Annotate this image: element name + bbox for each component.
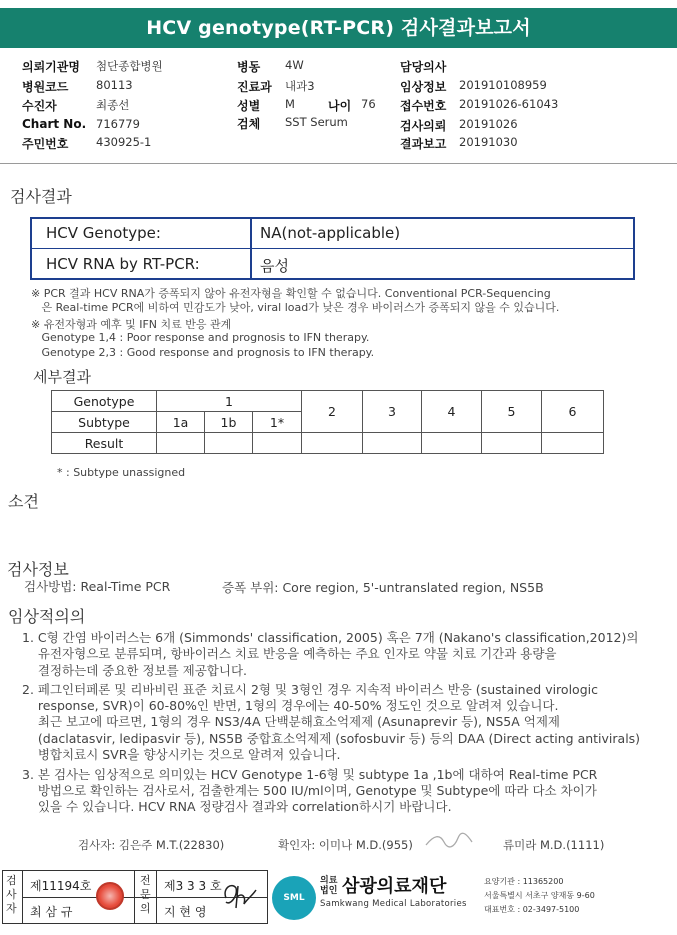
report-title: HCV genotype(RT-PCR) 검사결과보고서 — [0, 8, 677, 48]
info-value: 20191026-61043 — [459, 97, 559, 111]
genotype-cell: 6 — [542, 391, 604, 433]
result-value: NA(not-applicable) — [260, 224, 401, 242]
note-line: Genotype 2,3 : Good response and prognosis to IFN therapy. — [31, 346, 375, 359]
third-signature: 류미라 M.D.(1111) — [503, 838, 605, 852]
sml-logo-icon: SML — [272, 876, 316, 920]
result-key: HCV Genotype: — [46, 224, 161, 242]
result-cell — [363, 433, 422, 454]
info-label: 성별 — [237, 99, 261, 113]
info-label: 결과보고 — [400, 137, 447, 151]
result-cell — [542, 433, 604, 454]
org-phone: 대표번호 : 02-3497-5100 — [484, 905, 580, 914]
org-type-line: 의료 — [320, 876, 338, 886]
amplification-region: 증폭 부위: Core region, 5'-untranslated region, NS5B — [222, 580, 544, 595]
info-value: 첨단종합병원 — [96, 59, 163, 73]
genotype-table — [51, 390, 604, 454]
rna-row — [32, 250, 633, 279]
clinical-line: 2. 페그인터페론 및 리바비린 표준 치료시 2형 및 3형인 경우 지속적 바이러스 반응 (sustained virologic — [22, 682, 598, 697]
facility-code: 요양기관 : 11365200 — [484, 877, 564, 886]
genotype-label-cell: Genotype — [52, 391, 157, 412]
info-label: 병원코드 — [22, 80, 69, 94]
table-footnote: * : Subtype unassigned — [57, 466, 186, 479]
info-value: 430925-1 — [96, 135, 152, 149]
result-cell — [422, 433, 482, 454]
confirmer-signature: 확인자: 이미나 M.D.(955) — [278, 838, 413, 852]
genotype-1-cell: 1 — [157, 391, 302, 412]
result-cell — [157, 433, 205, 454]
org-type-line: 법인 — [320, 886, 338, 896]
clinical-line: 결정하는데 중요한 정보를 제공합니다. — [22, 663, 247, 678]
result-cell — [482, 433, 542, 454]
detail-heading: 세부결과 — [33, 368, 91, 386]
note-line: 은 Real-time PCR에 비하여 민감도가 낮아, viral load가 낮은 경우 바이러스가 증폭되지 않을 수 있습니다. — [31, 301, 560, 314]
info-value: 716779 — [96, 117, 140, 131]
org-type-small — [320, 876, 337, 896]
handwritten-signature-icon — [220, 878, 260, 914]
age-value: 76 — [361, 97, 376, 111]
result-key: HCV RNA by RT-PCR: — [46, 255, 200, 273]
genotype-cell: 2 — [302, 391, 363, 433]
info-label: 의뢰기관명 — [22, 60, 80, 74]
info-value: 80113 — [96, 78, 133, 92]
org-address: 서울특별시 서초구 양재동 9-60 — [484, 891, 595, 900]
specialist-side-label: 전문의 — [140, 874, 151, 915]
org-english-name: Samkwang Medical Laboratories — [320, 899, 467, 909]
subtype-cell: 1* — [253, 412, 302, 433]
result-cell — [302, 433, 363, 454]
clinical-line: 3. 본 검사는 임상적으로 의미있는 HCV Genotype 1-6형 및 subtype 1a ,1b에 대하여 Real-time PCR — [22, 767, 598, 782]
test-info-heading: 검사정보 — [7, 560, 69, 579]
divider — [32, 248, 633, 249]
info-value: 20191030 — [459, 135, 518, 149]
info-label: Chart No. — [22, 117, 87, 131]
note-line: ※ PCR 결과 HCV RNA가 증폭되지 않아 유전자형을 확인할 수 없습니다. Conventional PCR-Sequencing — [31, 287, 551, 300]
result-label-cell: Result — [52, 433, 157, 454]
info-value: 201910108959 — [459, 78, 547, 92]
info-value: 4W — [285, 58, 304, 72]
info-value: 내과3 — [285, 79, 315, 93]
info-label: 수진자 — [22, 99, 57, 113]
seal-stamp-icon — [96, 882, 124, 910]
info-label: 검사의뢰 — [400, 119, 447, 133]
test-method: 검사방법: Real-Time PCR — [24, 579, 171, 594]
info-label: 담당의사 — [400, 60, 447, 74]
handwritten-signature-icon — [424, 830, 474, 850]
org-name: 삼광의료재단 — [342, 876, 447, 897]
result-value: 음성 — [260, 257, 289, 275]
genotype-cell: 5 — [482, 391, 542, 433]
info-label: 병동 — [237, 60, 261, 74]
info-value: SST Serum — [285, 115, 348, 129]
info-label: 접수번호 — [400, 99, 447, 113]
divider — [250, 219, 252, 278]
divider — [0, 163, 677, 164]
info-label: 진료과 — [237, 80, 272, 94]
tester-signature: 검사자: 김은주 M.T.(22830) — [78, 838, 225, 852]
age-label: 나이 — [328, 99, 352, 113]
note-line: Genotype 1,4 : Poor response and prognosis to IFN therapy. — [31, 331, 370, 344]
result-box — [30, 217, 635, 280]
clinical-line: 병합치료시 SVR을 향상시키는 것으로 알려져 있습니다. — [22, 747, 341, 762]
clinical-heading: 임상적의의 — [8, 607, 86, 626]
genotype-row — [32, 219, 633, 248]
specialist-license-no: 제3 3 3 호 — [164, 879, 222, 893]
opinion-heading: 소견 — [8, 492, 39, 511]
subtype-cell: 1a — [157, 412, 205, 433]
subtype-cell: 1b — [205, 412, 253, 433]
clinical-line: (daclatasvir, ledipasvir 등), NS5B 중합효소억제제 (sofosbuvir 등) 등의 DAA (Direct acting antivirals) — [22, 731, 641, 746]
genotype-cell: 4 — [422, 391, 482, 433]
info-label: 주민번호 — [22, 137, 69, 151]
tester-license-no: 제11194호 — [30, 879, 92, 893]
clinical-line: 유전자형으로 분류되며, 항바이러스 치료 반응을 예측하는 주요 인자로 약물 치료 기간과 용량을 — [22, 646, 557, 661]
info-label: 검체 — [237, 117, 261, 131]
genotype-cell: 3 — [363, 391, 422, 433]
result-cell — [205, 433, 253, 454]
tester-side-label: 검사자 — [6, 874, 17, 915]
clinical-line: 방법으로 확인하는 검사로서, 검출한계는 500 IU/ml이며, Genotype 및 Subtype에 따라 다소 차이가 — [22, 783, 597, 798]
result-heading: 검사결과 — [10, 187, 72, 206]
result-cell — [253, 433, 302, 454]
subtype-label-cell: Subtype — [52, 412, 157, 433]
info-label: 임상정보 — [400, 80, 447, 94]
note-line: ※ 유전자형과 예후 및 IFN 치료 반응 관계 — [31, 318, 232, 331]
info-value: M — [285, 97, 295, 111]
clinical-line: response, SVR)이 60-80%인 반면, 1형의 경우에는 40-50% 정도인 것으로 알려져 있습니다. — [22, 698, 559, 713]
tester-name: 최 삼 규 — [30, 905, 73, 919]
specialist-name: 지 현 영 — [164, 905, 207, 919]
clinical-line: 1. C형 간염 바이러스는 6개 (Simmonds' classification, 2005) 혹은 7개 (Nakano's classification,2012)의 — [22, 630, 639, 645]
clinical-line: 있을 수 있습니다. HCV RNA 정량검사 결과와 correlation하시기 바랍니다. — [22, 799, 452, 814]
info-value: 20191026 — [459, 117, 518, 131]
clinical-line: 최근 보고에 따르면, 1형의 경우 NS3/4A 단백분해효소억제제 (Asunaprevir 등), NS5A 억제제 — [22, 714, 560, 729]
info-value: 최종선 — [96, 98, 130, 112]
